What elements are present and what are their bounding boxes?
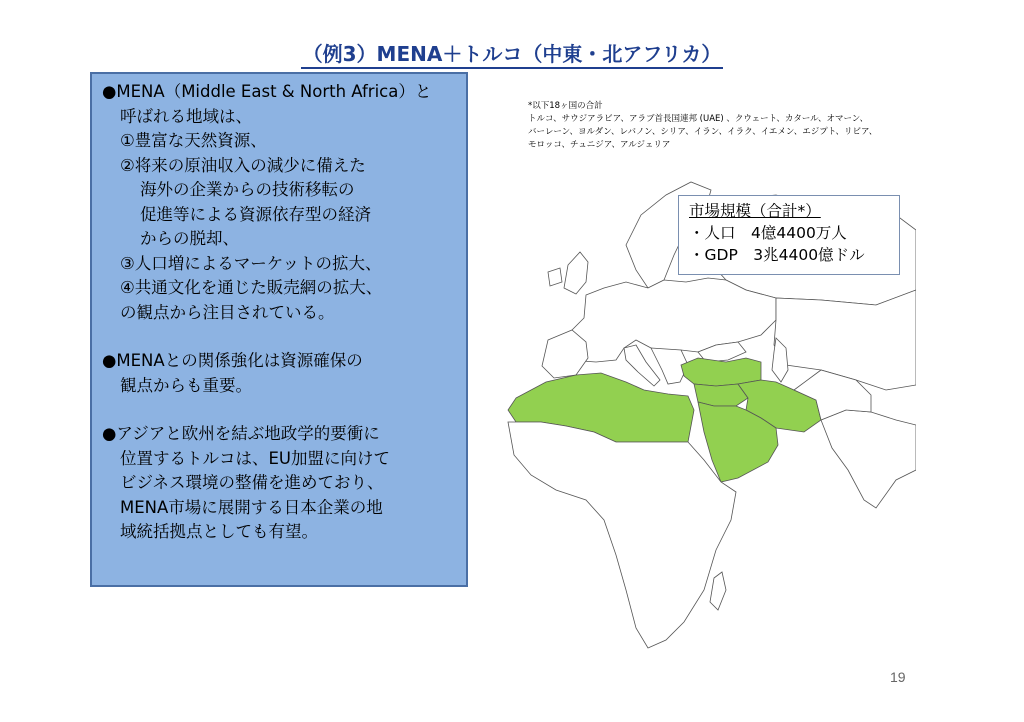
summary-line: からの脱却、: [140, 229, 239, 248]
note-line: トルコ、サウジアラビア、アラブ首長国連邦 (UAE) 、クウェート、カタール、オマーン、: [528, 114, 869, 124]
summary-line: ③人口増によるマーケットの拡大、: [120, 253, 382, 273]
summary-line: ④共通文化を通じた販売網の拡大、: [120, 278, 383, 297]
map-india: [821, 410, 916, 508]
note-line: モロッコ、チュニジア、アルジェリア: [528, 140, 671, 150]
summary-line: 位置するトルコは、EU加盟に向けて: [120, 448, 391, 468]
map-britain: [564, 252, 588, 294]
market-heading: 市場規模（合計*）: [689, 202, 821, 220]
summary-line: ●MENAとの関係強化は資源確保の: [102, 351, 363, 370]
summary-line: ビジネス環境の整備を進めており、: [120, 473, 384, 492]
summary-line: ②将来の原油収入の減少に備えた: [120, 155, 366, 175]
summary-line: 呼ばれる地域は、: [120, 106, 252, 126]
summary-line: の観点から注目されている。: [120, 302, 335, 322]
page-title: （例3）MENA＋トルコ（中東・北アフリカ）: [0, 38, 1024, 67]
note-heading: *以下18ヶ国の合計: [528, 101, 603, 111]
market-gdp: ・GDP 3兆4400億ドル: [689, 246, 865, 264]
map-sub-saharan-africa: [508, 422, 736, 648]
summary-line: ●アジアと欧州を結ぶ地政学的要衝に: [102, 424, 380, 443]
summary-line: 海外の企業からの技術移転の: [140, 180, 355, 199]
note-line: バーレーン、ヨルダン、レバノン、シリア、イラン、イラク、イエメン、エジプト、リビア、: [528, 127, 878, 137]
summary-box: [90, 72, 468, 587]
page-number: 19: [890, 669, 906, 685]
map-ireland: [548, 268, 562, 286]
summary-line: ①豊富な天然資源、: [120, 131, 267, 150]
market-population: ・人口 4億4400万人: [689, 224, 847, 242]
map-madagascar: [710, 572, 726, 610]
summary-line: 促進等による資源依存型の経済: [140, 204, 371, 224]
country-note: [528, 100, 918, 152]
map-central-asia: [774, 290, 916, 390]
market-size-box: [678, 195, 900, 275]
summary-line: 観点からも重要。: [120, 375, 252, 395]
summary-line: MENA市場に展開する日本企業の地: [120, 497, 383, 517]
summary-line: ●MENA（Middle East & North Africa）と: [102, 82, 432, 101]
summary-line: 域統括拠点としても有望。: [120, 522, 318, 541]
